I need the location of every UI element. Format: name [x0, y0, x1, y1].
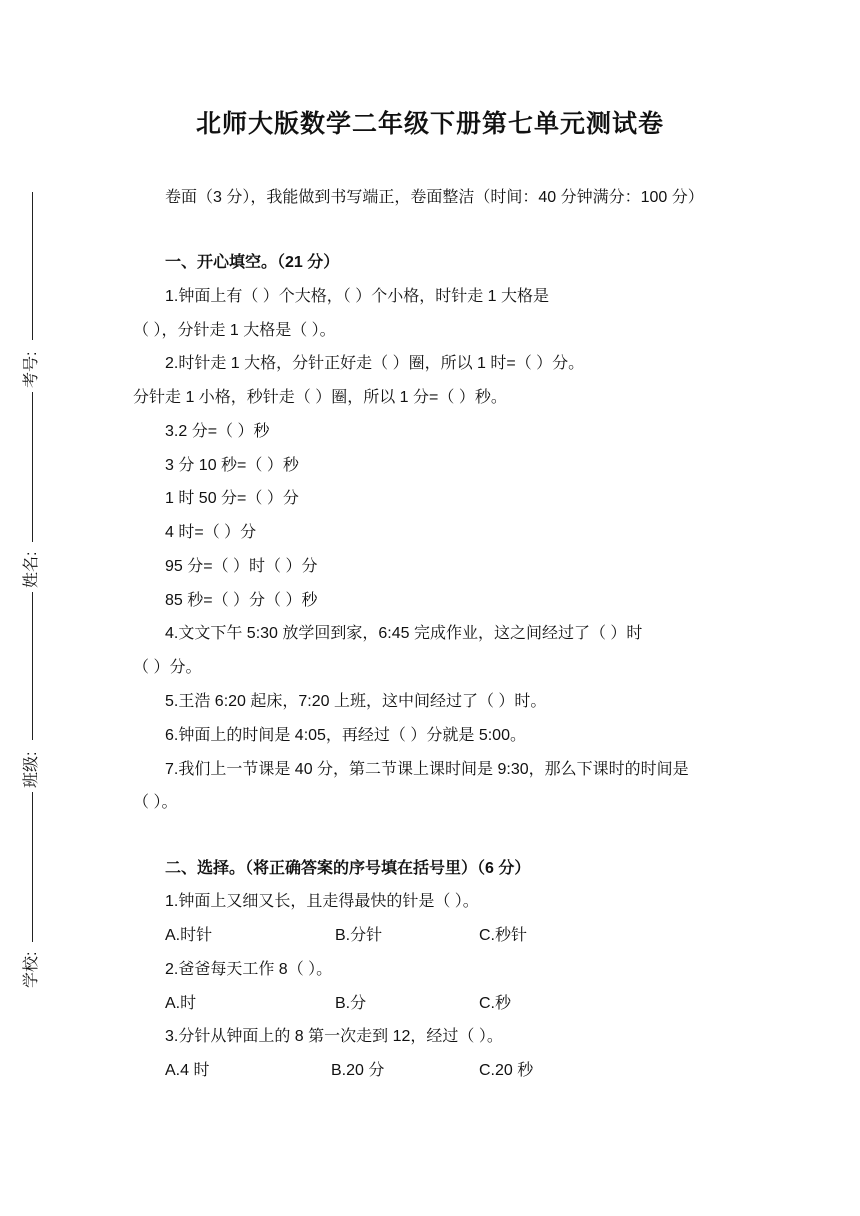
- option-c: C.秒: [479, 995, 512, 1012]
- side-label-exam-no: 考号:: [23, 351, 40, 388]
- choice-question-3: 3.分针从钟面上的 8 第一次走到 12，经过（ ）。: [165, 1028, 503, 1045]
- option-c: C.20 秒: [479, 1062, 534, 1079]
- option-a: A.4 时: [165, 1062, 210, 1079]
- page-title: 北师大版数学二年级下册第七单元测试卷: [195, 110, 664, 138]
- choice-options-2: [165, 994, 565, 1014]
- section2-heading: 二、选择。（将正确答案的序号填在括号里）（6 分）: [165, 860, 531, 877]
- option-b: B.分针: [335, 927, 383, 944]
- choice-options-1: [165, 926, 565, 946]
- question-line: 6.钟面上的时间是 4:05，再经过（ ）分就是 5:00。: [165, 727, 526, 744]
- question-line: 1 时 50 分=（ ）分: [165, 490, 299, 507]
- side-label-class: 班级:: [23, 751, 40, 788]
- question-line: 7.我们上一节课是 40 分，第二节课上课时间是 9:30，那么下课时的时间是: [165, 761, 689, 778]
- binding-line-exam-no: [32, 192, 33, 340]
- section1-heading: 一、开心填空。（21 分）: [165, 254, 340, 271]
- choice-options-3: [165, 1061, 565, 1081]
- binding-line-school: [32, 792, 33, 942]
- question-line: 1.钟面上有（ ）个大格，（ ）个小格，时针走 1 大格是: [165, 288, 550, 305]
- choice-question-1: 1.钟面上又细又长，且走得最快的针是（ ）。: [165, 893, 479, 910]
- side-label-name: 姓名:: [23, 551, 40, 588]
- question-line: 2.时针走 1 大格，分针正好走（ ）圈，所以 1 时=（ ）分。: [165, 355, 585, 372]
- question-line: （ ）。: [133, 794, 178, 811]
- question-line: 5.王浩 6:20 起床，7:20 上班，这中间经过了（ ）时。: [165, 693, 547, 710]
- option-c: C.秒针: [479, 927, 528, 944]
- binding-line-class: [32, 592, 33, 740]
- question-line: 4.文文下午 5:30 放学回到家，6:45 完成作业，这之间经过了（ ）时: [165, 625, 643, 642]
- option-a: A.时: [165, 995, 197, 1012]
- question-line: 85 秒=（ ）分（ ）秒: [165, 592, 318, 609]
- question-line: 分针走 1 小格，秒针走（ ）圈，所以 1 分=（ ）秒。: [133, 389, 507, 406]
- question-line: 95 分=（ ）时（ ）分: [165, 558, 318, 575]
- question-line: 4 时=（ ）分: [165, 524, 257, 541]
- question-line: （ ），分针走 1 大格是（ ）。: [133, 322, 336, 339]
- question-line: 3 分 10 秒=（ ）秒: [165, 457, 299, 474]
- option-b: B.分: [335, 995, 367, 1012]
- option-b: B.20 分: [331, 1062, 385, 1079]
- question-line: （ ）分。: [133, 659, 202, 676]
- question-line: 3.2 分=（ ）秒: [165, 423, 270, 440]
- option-a: A.时针: [165, 927, 213, 944]
- choice-question-2: 2.爸爸每天工作 8（ ）。: [165, 961, 333, 978]
- binding-line-name: [32, 392, 33, 542]
- side-label-school: 学校:: [23, 951, 40, 988]
- intro-text: 卷面（3 分），我能做到书写端正，卷面整洁（时间：40 分钟满分：100 分）: [165, 189, 704, 206]
